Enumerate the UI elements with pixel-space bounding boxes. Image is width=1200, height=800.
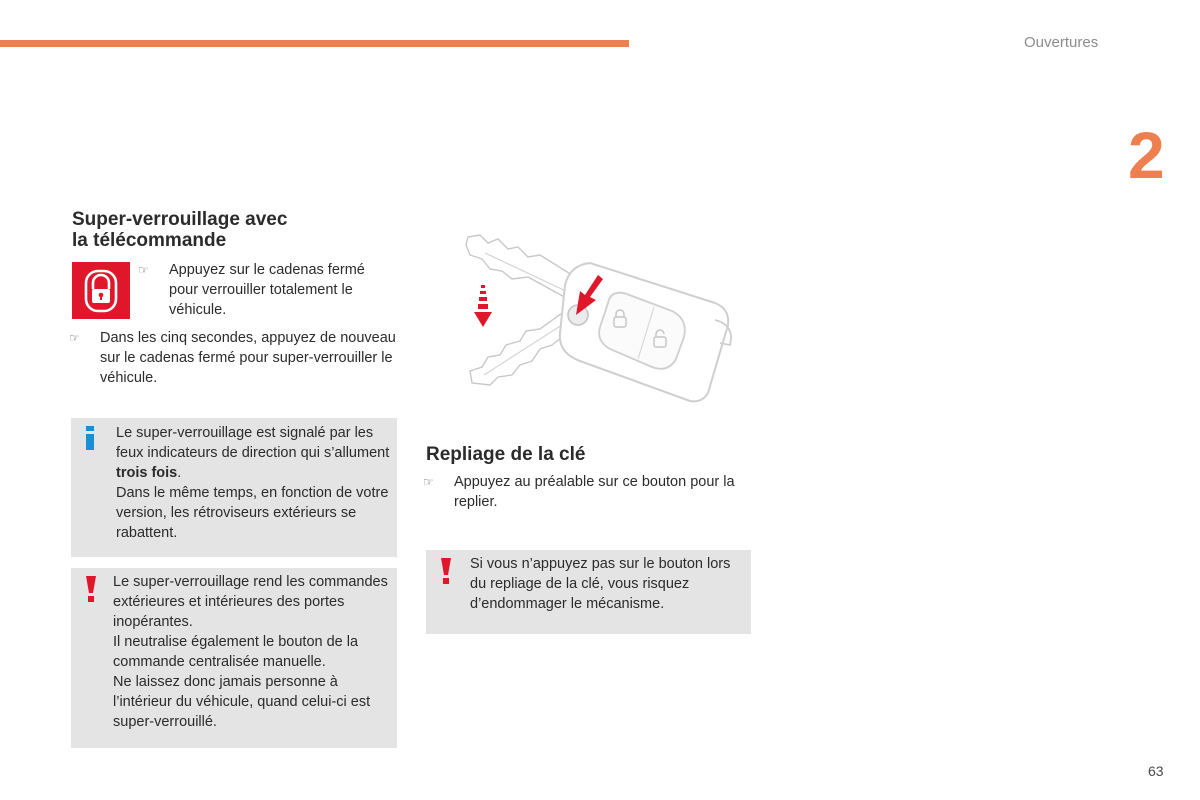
section-title-key-folding: Repliage de la clé xyxy=(426,444,586,465)
bullet-fold-key xyxy=(423,472,754,512)
title-line-2: la télécommande xyxy=(72,230,227,251)
bullet-lock-press-again xyxy=(69,328,400,388)
closed-padlock-icon xyxy=(72,262,130,319)
warning-paragraph: Si vous n’appuyez pas sur le bouton lors du repliage de la clé, vous risquez d’endommager le mécanisme. xyxy=(470,556,731,612)
info-note-paragraph-1 xyxy=(116,423,396,483)
chapter-number: 2 xyxy=(1128,118,1165,192)
info-note-text: Le super-verrouillage est signalé par les feux indicateurs de direction qui s’allument xyxy=(116,425,390,461)
bullet-text: Appuyez au préalable sur ce bouton pour la replier. xyxy=(454,474,735,510)
header-accent-bar xyxy=(0,40,629,47)
page-number: 63 xyxy=(1148,763,1164,779)
pointing-hand-icon: ☞ xyxy=(69,331,80,345)
exclamation-icon xyxy=(440,558,452,584)
warning-paragraph-2: Il neutralise également le bouton de la commande centralisée manuelle. xyxy=(113,634,359,670)
info-note-paragraph-2: Dans le même temps, en fonction de votre version, les rétroviseurs extérieurs se rabattent. xyxy=(116,485,389,541)
info-icon xyxy=(84,426,96,450)
bullet-lock-press xyxy=(138,260,394,320)
info-note-emphasis: trois fois xyxy=(116,465,178,481)
info-note-period: . xyxy=(177,465,182,481)
warning-paragraph-1: Le super-verrouillage rend les commandes extérieures et intérieures des portes inopérantes. xyxy=(113,574,388,630)
section-title-super-locking xyxy=(72,209,287,251)
info-note xyxy=(71,418,397,557)
section-name: Ouvertures xyxy=(1024,34,1099,51)
title-line-1: Super-verrouillage avec xyxy=(72,209,288,230)
warning-paragraph-3: Ne laissez donc jamais personne à l’intérieur du véhicule, quand celui-ci est super-verrouillé. xyxy=(113,674,371,730)
pointing-hand-icon: ☞ xyxy=(138,263,149,277)
exclamation-icon xyxy=(85,576,97,602)
pointing-hand-icon: ☞ xyxy=(423,475,434,489)
bullet-text: Appuyez sur le cadenas fermé pour verrouiller totalement le véhicule. xyxy=(169,262,365,318)
bullet-text: Dans les cinq secondes, appuyez de nouveau sur le cadenas fermé pour super-verrouiller le véhicule. xyxy=(100,330,396,386)
warning-note-super-locking xyxy=(71,568,397,748)
folding-key-illustration xyxy=(440,225,750,410)
warning-note-key-folding xyxy=(426,550,751,634)
